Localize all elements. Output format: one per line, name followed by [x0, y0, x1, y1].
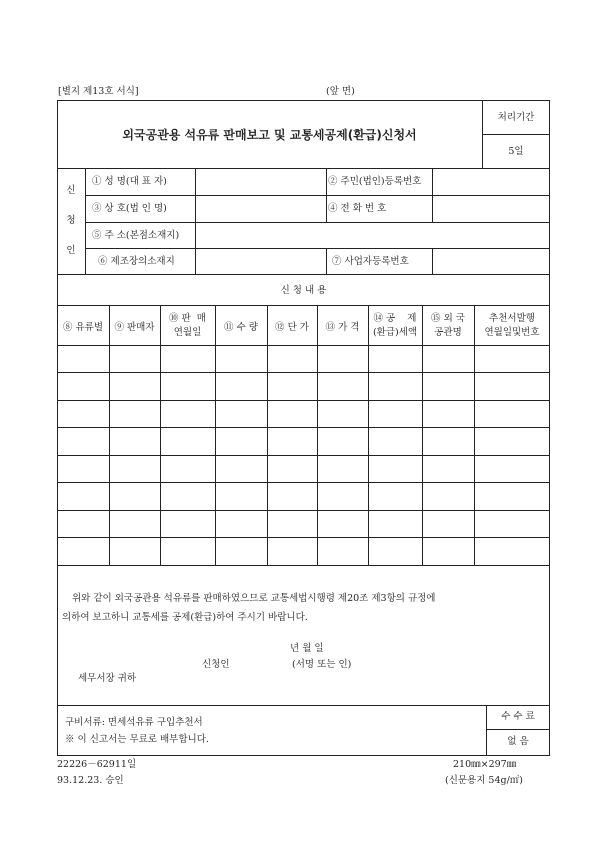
column-header-seller: ⑨ 판매자: [114, 322, 155, 333]
addressee: 세무서장 귀하: [78, 673, 137, 684]
required-documents: 구비서류: 면세석유류 구입추천서: [65, 717, 203, 728]
business-registration-field[interactable]: [433, 249, 549, 273]
signature-placeholder: (서명 또는 인): [292, 659, 352, 670]
table-row[interactable]: [58, 373, 549, 400]
table-row[interactable]: [58, 456, 549, 482]
form-title: 외국공관용 석유류 판매보고 및 교통세공제(환급)신청서: [122, 127, 417, 142]
phone-label: ④ 전 화 번 호: [328, 203, 387, 214]
free-distribution-note: ※ 이 신고서는 무료로 배부합니다.: [65, 734, 209, 745]
table-row[interactable]: [58, 346, 549, 372]
registration-number-label: ② 주민(법인)등록번호: [328, 176, 422, 187]
phone-field[interactable]: [433, 196, 549, 221]
table-row[interactable]: [58, 538, 549, 565]
column-header-tax-deduction: ⑭ 공 제 (환급)세액: [372, 313, 418, 338]
table-row[interactable]: [58, 401, 549, 427]
paper-size: 210㎜×297㎜: [453, 759, 517, 770]
column-header-price: ⑬ 가 격: [325, 322, 360, 333]
processing-period-value: 5일: [508, 146, 524, 157]
paper-type: (신문용지 54g/㎡): [445, 775, 524, 786]
trade-name-label: ③ 상 호(법 인 명): [92, 203, 167, 214]
applicant-label-3: 인: [66, 245, 76, 256]
name-field[interactable]: [196, 169, 325, 194]
application-section-title: 신 청 내 용: [280, 285, 327, 296]
fee-value: 없 음: [507, 736, 529, 747]
column-header-quantity: ⑪ 수 량: [224, 322, 258, 333]
table-row[interactable]: [58, 483, 549, 510]
approval-date: 93.12.23. 승인: [57, 775, 124, 786]
processing-period-label: 처리기간: [497, 112, 535, 123]
fee-label: 수 수 료: [501, 711, 535, 722]
address-field[interactable]: [196, 223, 549, 247]
applicant-signature-label: 신청인: [202, 659, 230, 670]
declaration-line-2: 의하여 보고하니 교통세를 공제(환급)하여 주시기 바랍니다.: [62, 612, 308, 623]
trade-name-field[interactable]: [196, 196, 325, 221]
column-header-unit-price: ⑫ 단 가: [275, 322, 309, 333]
address-label: ⑤ 주 소(본점소재지): [92, 230, 180, 241]
column-header-mission-name: ⑮ 외 국 공관명: [431, 313, 465, 338]
factory-location-field[interactable]: [196, 249, 325, 273]
applicant-label-1: 신: [66, 185, 76, 196]
column-header-oil-type: ⑧ 유류별: [62, 322, 104, 333]
applicant-label-2: 청: [66, 215, 76, 226]
declaration-line-1: 위와 같이 외국공관용 석유류를 판매하였으므로 교통세법시행령 제20조 제3항의 규정에: [72, 593, 436, 604]
column-header-recommendation: 추천서발행 연월일및번호: [484, 313, 540, 338]
print-code: 22226－62911일: [57, 759, 137, 770]
side-indicator: (앞 면): [326, 86, 355, 97]
table-row[interactable]: [58, 428, 549, 455]
name-label: ① 성 명(대 표 자): [92, 176, 167, 187]
factory-location-label: ⑥ 제조장의소재지: [98, 256, 175, 267]
column-header-sale-date: ⑩ 판 매 연월일: [169, 313, 206, 338]
table-row[interactable]: [58, 511, 549, 537]
registration-number-field[interactable]: [433, 169, 549, 194]
title-box: [57, 100, 482, 168]
business-registration-label: ⑦ 사업자등록번호: [332, 256, 409, 267]
form-number: [별지 제13호 서식]: [58, 86, 139, 97]
date-line: 년 월 일: [290, 643, 324, 654]
